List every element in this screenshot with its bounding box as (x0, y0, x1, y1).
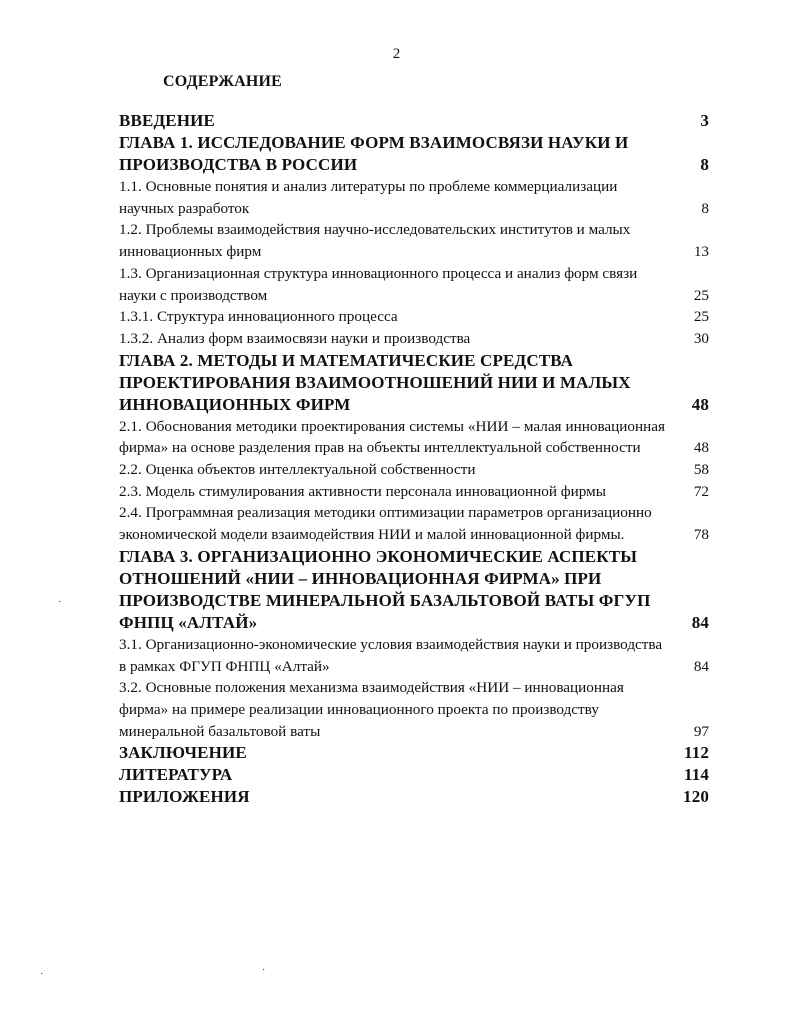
scan-speck: · (40, 969, 44, 980)
toc-entry-text: 3.2. Основные положения механизма взаимодействия «НИИ – инновационная фирма» на примере реализации инновационного проекта по производству минеральной базальтовой ваты (119, 679, 624, 740)
toc-entry-2-1[interactable] (119, 416, 709, 459)
toc-entry-page: 25 (693, 286, 709, 304)
toc-entry-text: 2.4. Программная реализация методики оптимизации параметров организационно экономической модели взаимодействия НИИ и малой инновационной фирмы. (119, 504, 652, 544)
scan-speck: · (58, 597, 62, 608)
toc-entry-chapter-3[interactable] (119, 546, 709, 634)
toc-entry-text: 2.2. Оценка объектов интеллектуальной собственности (119, 461, 476, 479)
toc-entry-page: 97 (693, 722, 709, 740)
toc-entry-page: 114 (683, 765, 709, 785)
toc-entry-text: ГЛАВА 2. МЕТОДЫ И МАТЕМАТИЧЕСКИЕ СРЕДСТВА ПРОЕКТИРОВАНИЯ ВЗАИМООТНОШЕНИЙ НИИ И МАЛЫХ ИННОВАЦИОННЫХ ФИРМ (119, 350, 631, 414)
toc-entry-text: ВВЕДЕНИЕ (119, 111, 216, 130)
toc-entry-page: 112 (683, 743, 709, 763)
toc-entry-text: 1.3.1. Структура инновационного процесса (119, 308, 398, 326)
toc-entry-text: 1.1. Основные понятия и анализ литературы по проблеме коммерциализации научных разработок (119, 178, 618, 217)
toc-entry-1-2[interactable] (119, 219, 709, 262)
toc-entry-1-3-1[interactable] (119, 306, 709, 328)
toc-entry-text: 2.1. Обоснования методики проектирования системы «НИИ – малая инновационная фирма» на основе разделения прав на объекты интеллектуальной собственности (119, 417, 665, 457)
toc-entry-page: 25 (693, 308, 709, 326)
toc-entry-literature[interactable] (119, 764, 709, 786)
scan-speck: · (262, 965, 266, 976)
toc-entry-introduction[interactable] (119, 110, 709, 132)
toc-entry-conclusion[interactable] (119, 742, 709, 764)
toc-entry-3-2[interactable] (119, 677, 709, 742)
toc-entry-page: 84 (691, 612, 709, 632)
toc-entry-page: 48 (693, 439, 709, 457)
table-of-contents (119, 110, 709, 808)
toc-entry-page: 120 (683, 787, 709, 807)
toc-entry-3-1[interactable] (119, 634, 709, 677)
toc-entry-1-3[interactable] (119, 263, 709, 306)
toc-entry-page: 84 (693, 657, 709, 675)
toc-entry-appendices[interactable] (119, 786, 709, 808)
toc-entry-page: 8 (700, 155, 709, 174)
toc-entry-page: 58 (693, 461, 709, 479)
toc-entry-page: 3 (700, 111, 709, 130)
toc-entry-page: 48 (691, 394, 709, 414)
toc-entry-page: 30 (693, 329, 709, 347)
toc-entry-2-4[interactable] (119, 502, 709, 545)
toc-entry-chapter-1[interactable] (119, 132, 709, 176)
toc-entry-2-2[interactable] (119, 459, 709, 481)
toc-entry-chapter-2[interactable] (119, 350, 709, 416)
toc-entry-1-1[interactable] (119, 176, 709, 219)
toc-entry-text: ГЛАВА 3. ОРГАНИЗАЦИОННО ЭКОНОМИЧЕСКИЕ АСПЕКТЫ ОТНОШЕНИЙ «НИИ – ИННОВАЦИОННАЯ ФИРМА» ПРИ ПРОИЗВОДСТВЕ МИНЕРАЛЬНОЙ БАЗАЛЬТОВОЙ ВАТЫ ФГУП ФНПЦ «АЛТАЙ» (119, 546, 651, 632)
toc-entry-text: 3.1. Организационно-экономические условия взаимодействия науки и производства в рамках ФГУП ФНПЦ «Алтай» (119, 635, 663, 675)
page-number: 2 (392, 46, 401, 62)
toc-entry-text: ЛИТЕРАТУРА (119, 765, 233, 785)
toc-entry-2-3[interactable] (119, 481, 709, 503)
toc-entry-page: 78 (693, 526, 709, 544)
toc-entry-text: 1.3. Организационная структура инновационного процесса и анализ форм связи науки с производством (119, 264, 638, 304)
toc-entry-text: 2.3. Модель стимулирования активности персонала инновационной фирмы (119, 482, 606, 500)
toc-title: СОДЕРЖАНИЕ (163, 73, 283, 90)
toc-entry-page: 8 (701, 199, 709, 217)
toc-entry-text: 1.2. Проблемы взаимодействия научно-исследовательских институтов и малых инновационных фирм (119, 221, 631, 261)
toc-entry-1-3-2[interactable] (119, 328, 709, 350)
toc-entry-text: ПРИЛОЖЕНИЯ (119, 787, 250, 807)
toc-entry-page: 13 (693, 243, 709, 261)
toc-entry-text: ГЛАВА 1. ИССЛЕДОВАНИЕ ФОРМ ВЗАИМОСВЯЗИ НАУКИ И ПРОИЗВОДСТВА В РОССИИ (119, 133, 629, 174)
toc-entry-page: 72 (693, 482, 709, 500)
toc-entry-text: 1.3.2. Анализ форм взаимосвязи науки и производства (119, 329, 471, 347)
toc-entry-text: ЗАКЛЮЧЕНИЕ (119, 743, 247, 763)
